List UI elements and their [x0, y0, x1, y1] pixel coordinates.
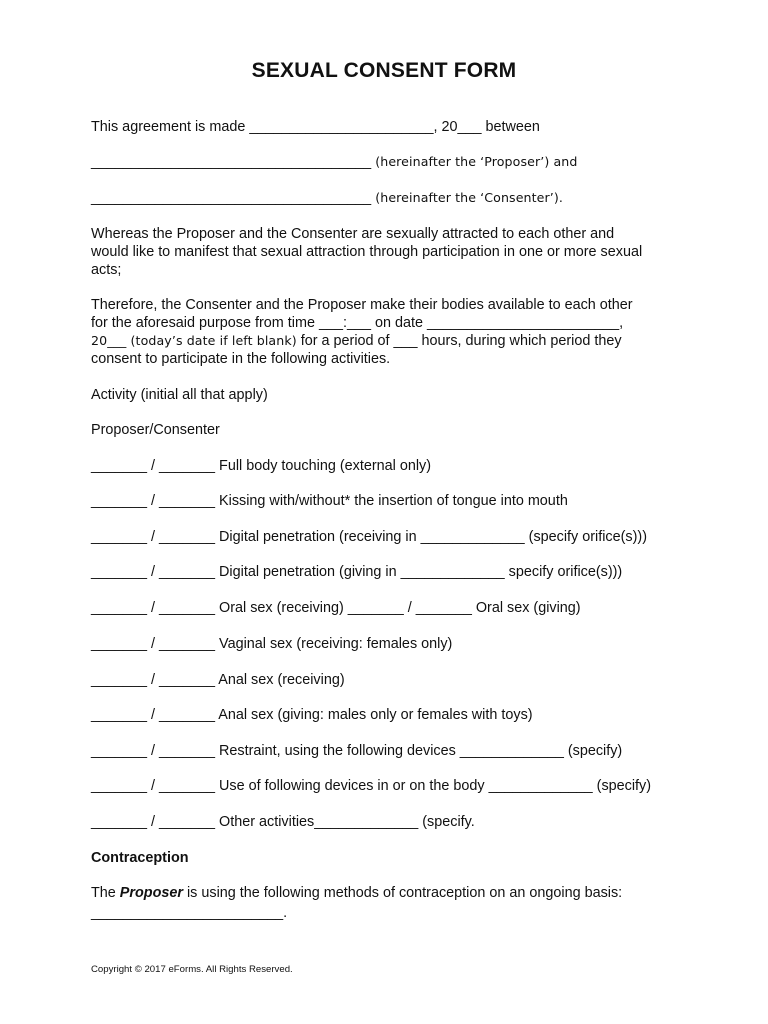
contraception-pre: The: [91, 885, 120, 901]
proposer-emphasis: Proposer: [119, 885, 183, 901]
therefore-line: Therefore, the Consenter and the Proposer make their bodies available to each other: [91, 297, 633, 313]
whereas-line: Whereas the Proposer and the Consenter are sexually attracted to each other and: [91, 226, 615, 242]
date-note: 20___ (today’s date if left blank): [91, 333, 297, 348]
proposer-label: (hereinafter the ‘Proposer’) and: [371, 154, 578, 169]
contraception-line: [91, 884, 622, 902]
consenter-line: [91, 189, 563, 207]
copyright-footer: Copyright © 2017 eForms. All Rights Reserved.: [91, 964, 293, 975]
consenter-name-blank: ___________________________________: [91, 190, 372, 206]
activity-row: _______ / _______ Anal sex (receiving): [91, 672, 345, 688]
activity-row: _______ / _______ Digital penetration (giving in _____________ specify orifice(s))): [91, 564, 623, 580]
activity-row: _______ / _______ Restraint, using the following devices _____________ (specify): [91, 743, 623, 759]
consenter-label: (hereinafter the ‘Consenter’).: [371, 190, 564, 205]
activity-row: _______ / _______ Oral sex (receiving) _______ / _______ Oral sex (giving): [91, 600, 581, 616]
period-text: for a period of ___ hours, during which period they: [296, 333, 622, 349]
activity-row: _______ / _______ Anal sex (giving: males only or females with toys): [91, 707, 533, 723]
contraception-heading: Contraception: [91, 850, 189, 866]
activity-row: _______ / _______ Digital penetration (receiving in _____________ (specify orifice(s))): [91, 529, 647, 545]
proposer-line: [91, 153, 577, 171]
activity-row: _______ / _______ Kissing with/without* the insertion of tongue into mouth: [91, 493, 568, 509]
contraception-blank: ________________________.: [91, 905, 288, 921]
proposer-name-blank: ___________________________________: [91, 154, 372, 170]
activity-row: _______ / _______ Other activities_____________ (specify.: [91, 814, 475, 830]
columns-heading: Proposer/Consenter: [91, 422, 220, 438]
activity-row: _______ / _______ Vaginal sex (receiving: females only): [91, 636, 453, 652]
whereas-line: would like to manifest that sexual attraction through participation in one or more sexual: [91, 244, 643, 260]
activity-heading: Activity (initial all that apply): [91, 387, 268, 403]
activity-row: _______ / _______ Full body touching (external only): [91, 458, 432, 474]
therefore-line: consent to participate in the following activities.: [91, 351, 391, 367]
whereas-line: acts;: [91, 262, 122, 278]
intro-line: This agreement is made _______________________, 20___ between: [91, 119, 540, 135]
contraception-post: is using the following methods of contraception on an ongoing basis:: [182, 885, 623, 901]
therefore-line: for the aforesaid purpose from time ___:___ on date ________________________,: [91, 315, 624, 331]
activity-row: _______ / _______ Use of following devices in or on the body _____________ (specify): [91, 778, 652, 794]
page-title: SEXUAL CONSENT FORM: [251, 59, 517, 82]
therefore-line: [91, 332, 622, 350]
